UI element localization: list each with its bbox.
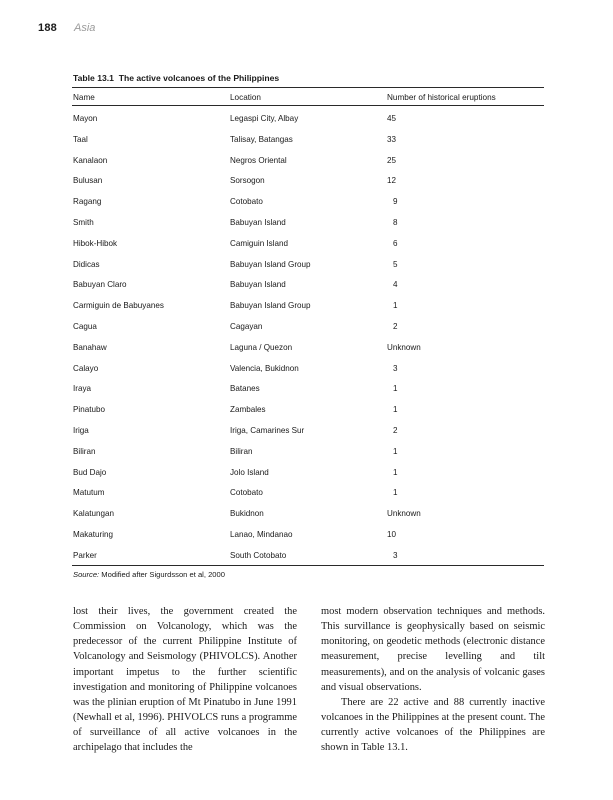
cell-name: Kanalaon [73,155,108,165]
cell-location: Cagayan [230,321,263,331]
cell-name: Mayon [73,114,98,123]
table-header-rule [72,105,544,106]
cell-name: Bulusan [73,176,103,186]
cell-location: Babuyan Island Group [230,301,311,311]
cell-name: Pinatubo [73,405,105,415]
table-title: The active volcanoes of the Philippines [118,73,280,83]
table-bottom-rule [72,565,544,566]
cell-location: Legaspi City, Albay [230,114,299,123]
table-row [73,343,543,364]
cell-location: Negros Oriental [230,155,287,165]
table-row [73,239,543,260]
table-row [73,260,543,281]
table-row [73,135,543,156]
cell-name: Iriga [73,425,89,435]
running-head [38,22,57,34]
cell-location: Babuyan Island [230,217,286,227]
cell-location: Talisay, Batangas [230,134,293,144]
cell-name: Makaturing [73,529,114,539]
cell-eruptions: 3 [393,363,398,373]
cell-location: Babuyan Island Group [230,259,311,269]
cell-eruptions: 1 [393,405,398,415]
table-row [73,447,543,468]
table-row [73,301,543,322]
table-row [73,426,543,447]
table-row [73,176,543,197]
source-label: Source: [73,570,100,579]
table-row [73,488,543,509]
cell-eruptions: Unknown [387,509,421,519]
cell-name: Taal [73,134,88,144]
cell-eruptions: 2 [393,321,398,331]
cell-name: Smith [73,217,94,227]
cell-name: Biliran [73,446,96,456]
cell-location: Batanes [230,384,260,394]
cell-eruptions: 1 [393,467,398,477]
cell-eruptions: 45 [387,114,397,123]
cell-eruptions: 8 [393,217,398,227]
cell-name: Parker [73,550,97,560]
cell-name: Iraya [73,384,91,394]
table-row [73,197,543,218]
cell-name: Ragang [73,197,102,207]
page-number: 188 [38,22,57,34]
cell-location: Zambales [230,405,266,415]
table-row [73,551,543,572]
cell-location: Biliran [230,446,253,456]
cell-location: Valencia, Bukidnon [230,363,299,373]
cell-eruptions: 4 [393,280,398,290]
table-source [73,570,225,579]
body-column-left [73,604,297,756]
cell-name: Babuyan Claro [73,280,127,290]
cell-location: Lanao, Mindanao [230,529,293,539]
cell-eruptions: 12 [387,176,397,186]
cell-eruptions: 3 [393,550,398,560]
cell-name: Banahaw [73,342,107,352]
table-body [73,114,543,572]
cell-name: Bud Dajo [73,467,107,477]
cell-location: Jolo Island [230,467,269,477]
cell-eruptions: 2 [393,425,398,435]
cell-name: Cagua [73,321,97,331]
cell-eruptions: 6 [393,238,398,248]
cell-location: Camiguin Island [230,238,289,248]
cell-eruptions: 25 [387,155,397,165]
table-row [73,364,543,385]
body-column-right [321,604,545,756]
cell-eruptions: 1 [393,384,398,394]
cell-eruptions: 9 [393,197,398,207]
table-row [73,280,543,301]
cell-location: Cotobato [230,488,263,498]
cell-location: South Cotobato [230,550,287,560]
cell-eruptions: 1 [393,446,398,456]
cell-location: Sorsogon [230,176,265,186]
table-row [73,156,543,177]
cell-eruptions: Unknown [387,342,421,352]
cell-name: Didicas [73,259,100,269]
column-header-eruptions: Number of historical eruptions [387,93,496,102]
column-header-name: Name [73,93,95,102]
cell-name: Calayo [73,363,99,373]
source-text: Modified after Sigurdsson et al, 2000 [101,570,225,579]
cell-location: Babuyan Island [230,280,286,290]
cell-location: Cotobato [230,197,263,207]
cell-name: Kalatungan [73,509,114,519]
cell-location: Laguna / Quezon [230,342,293,352]
cell-name: Carmiguin de Babuyanes [73,301,164,311]
body-paragraph: lost their lives, the government created the Commission on Volcanology, which was the predecessor of the current Philippine Institute of Volcanology and Seismology (PHIVOLCS). Another important impetus to the further scientific investigation and monitoring of Philippine volcanoes was the plinian eruption of Mt Pinatubo in June 1991 (Newhall et al, 1996). PHIVOLCS runs a programme of surveillance of all active volcanoes in the archipelago that includes the [73,606,297,754]
cell-eruptions: 33 [387,134,397,144]
cell-name: Hibok-Hibok [73,238,118,248]
cell-location: Iriga, Camarines Sur [230,425,305,435]
column-header-location: Location [230,93,261,102]
table-row [73,218,543,239]
table-top-rule [72,87,544,88]
cell-eruptions: 10 [387,529,397,539]
table-row [73,509,543,530]
cell-name: Matutum [73,488,105,498]
cell-eruptions: 5 [393,259,398,269]
section-title: Asia [74,22,96,34]
table-row [73,468,543,489]
cell-eruptions: 1 [393,488,398,498]
table-row [73,530,543,551]
table-header [73,93,543,103]
body-paragraph: There are 22 active and 88 currently inactive volcanoes in the Philippines at the present count. The currently active volcanoes of the Philippines are shown in Table 13.1. [321,696,545,754]
table-row [73,405,543,426]
body-paragraph: most modern observation techniques and methods. This survillance is geophysically based on seismic monitoring, on geodetic methods (electronic distance measurement, precise levelling and tilt measurements), and on the analysis of volcanic gases and visual observations. [321,606,545,693]
table-caption [73,73,279,83]
table-number: Table 13.1 [73,73,114,83]
table-row [73,114,543,135]
cell-location: Bukidnon [230,509,264,519]
cell-eruptions: 1 [393,301,398,311]
table-row [73,322,543,343]
table-row [73,384,543,405]
